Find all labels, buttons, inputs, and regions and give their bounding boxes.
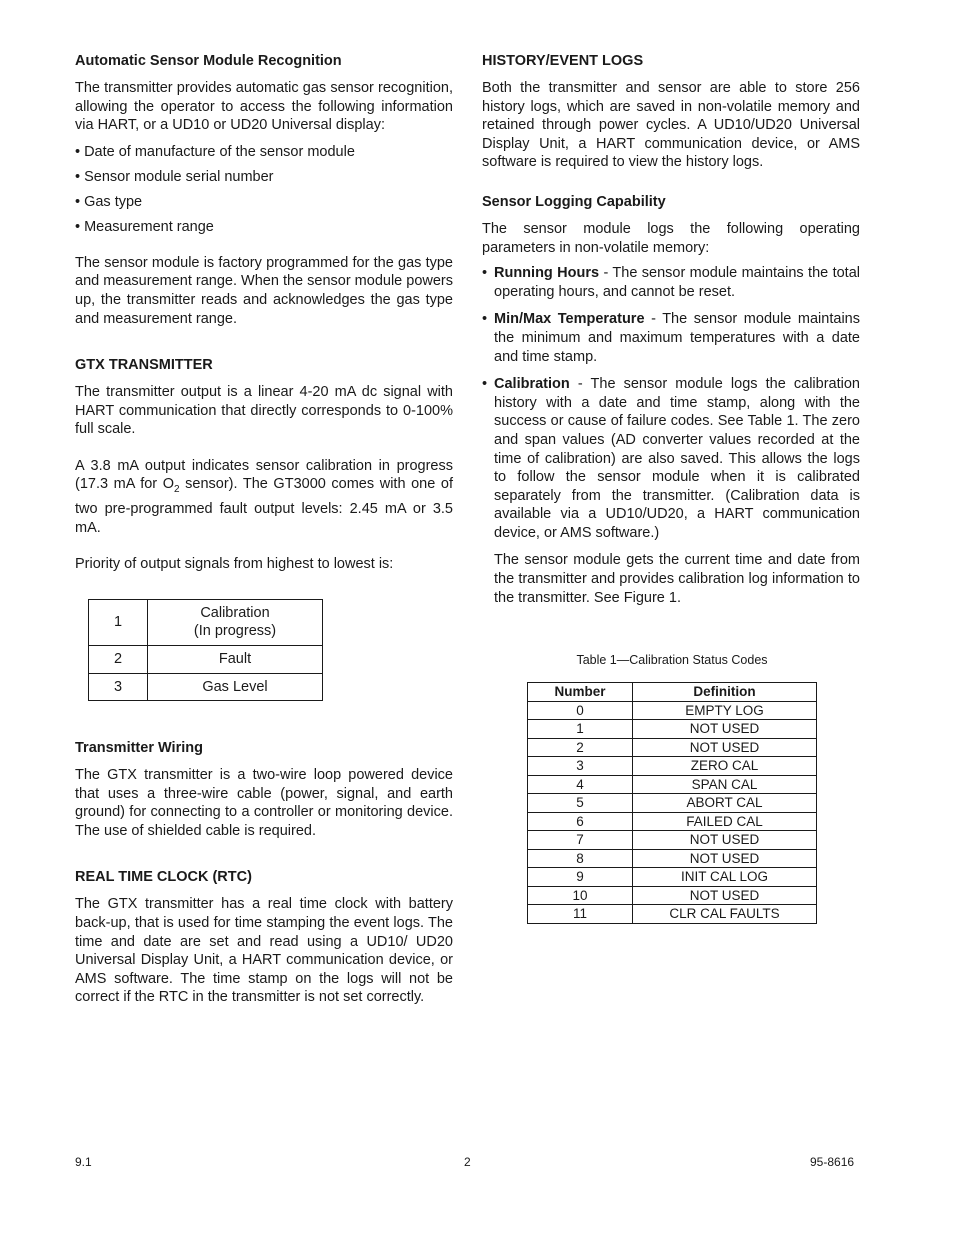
list-item: • Gas type (75, 193, 143, 210)
sensor-logging-intro: The sensor module logs the following operating parameters in non-volatile memory: (482, 220, 860, 256)
document-number: 95-8616 (810, 1155, 855, 1169)
table-row: 2 Fault (89, 645, 323, 673)
gtx-p3: Priority of output signals from highest to lowest is: (75, 556, 394, 573)
gtx-heading: GTX TRANSMITTER (75, 357, 213, 374)
table-row: 2 NOT USED (528, 738, 817, 757)
table-row: 3 Gas Level (89, 673, 323, 701)
right-column (482, 52, 860, 924)
footer-revision: 9.1 (75, 1155, 92, 1169)
priority-table (88, 599, 323, 701)
sensor-logging-closing: The sensor module gets the current time and date from the transmitter and provides calibration log information to the transmitter. See Figure 1. (494, 552, 860, 606)
table-row: 11 CLR CAL FAULTS (528, 905, 817, 924)
list-item: • Sensor module serial number (75, 168, 274, 185)
wiring-heading: Transmitter Wiring (75, 740, 203, 757)
rtc-heading: REAL TIME CLOCK (RTC) (75, 869, 252, 886)
wiring-body: The GTX transmitter is a two-wire loop powered device that uses a three-wire cable (power, signal, and earth ground) for connecting to a controller or monitoring device. The use of shielded cable is required. (75, 767, 453, 839)
calibration-status-table (527, 682, 817, 924)
list-item: • Min/Max Temperature - The sensor module maintains the minimum and maximum temperatures with a date and time stamp. (482, 311, 860, 365)
auto-sensor-body: The sensor module is factory programmed for the gas type and measurement range. When the sensor module powers up, the transmitter reads and acknowledges the gas type and measurement range. (75, 254, 454, 327)
list-item: • Running Hours - The sensor module maintains the total operating hours, and cannot be reset. (482, 265, 860, 300)
table-row: 0 EMPTY LOG (528, 701, 817, 720)
table-row: 8 NOT USED (528, 849, 817, 868)
page-number: 2 (464, 1155, 471, 1169)
table-row: 6 FAILED CAL (528, 812, 817, 831)
gtx-p1: The transmitter output is a linear 4-20 mA dc signal with HART communication that directly corresponds to 0-100% full scale. (75, 384, 453, 438)
history-heading: HISTORY/EVENT LOGS (482, 53, 644, 69)
table-row: 1 Calibration (In progress) (89, 599, 323, 645)
auto-sensor-intro: The transmitter provides automatic gas sensor recognition, allowing the operator to access the following information via HART, or a UD10 or UD20 Universal display: (75, 80, 453, 134)
gtx-p2: A 3.8 mA output indicates sensor calibration in progress (17.3 mA for $O_2$ sensor). The GT3000 comes with one of two pre-programmed fault output levels: 2.45 mA or 3.5 mA. (75, 457, 453, 536)
sensor-logging-list (482, 264, 860, 542)
table-row: 10 NOT USED (528, 886, 817, 905)
table-row: 9 INIT CAL LOG (528, 868, 817, 887)
list-item: • Calibration - The sensor module logs the calibration history with a date and time stamp, along with the success or cause of failure codes. See Table 1. The zero and span values (AD converter values recorded at the time of calibration) are also saved. This allows the logs to follow the sensor module when it is calibrated separately from the transmitter. (Calibration data is available via a UD10/UD20, a HART communication device, or AMS software.) (482, 376, 860, 541)
table-row: 3 ZERO CAL (528, 757, 817, 776)
table1-caption: Table 1—Calibration Status Codes (576, 653, 768, 668)
history-body: Both the transmitter and sensor are able to store 256 history logs, which are saved in non-volatile memory and retained through power cycles. A UD10/UD20 Universal Display Unit, a HART communication device, or AMS software is required to view the history logs. (482, 80, 860, 171)
auto-sensor-bullets (75, 143, 453, 237)
table-row: 4 SPAN CAL (528, 775, 817, 794)
table-row: 7 NOT USED (528, 831, 817, 850)
table-row: 1 NOT USED (528, 720, 817, 739)
rtc-body: The GTX transmitter has a real time clock with battery back-up, that is used for time stamping the event logs. The time and date are set and read using a UD10/ UD20 Universal Display Unit, a HART communication device, or AMS software. The time stamp on the logs will not be correct if the RTC in the transmitter is not set correctly. (75, 896, 453, 1006)
table-row: 5 ABORT CAL (528, 794, 817, 813)
auto-sensor-heading: Automatic Sensor Module Recognition (75, 53, 342, 69)
left-column (75, 52, 453, 1007)
table-header-row: Number Definition (528, 683, 817, 702)
sensor-logging-heading: Sensor Logging Capability (482, 193, 666, 210)
list-item: • Date of manufacture of the sensor module (75, 143, 355, 160)
list-item: • Measurement range (75, 218, 214, 235)
